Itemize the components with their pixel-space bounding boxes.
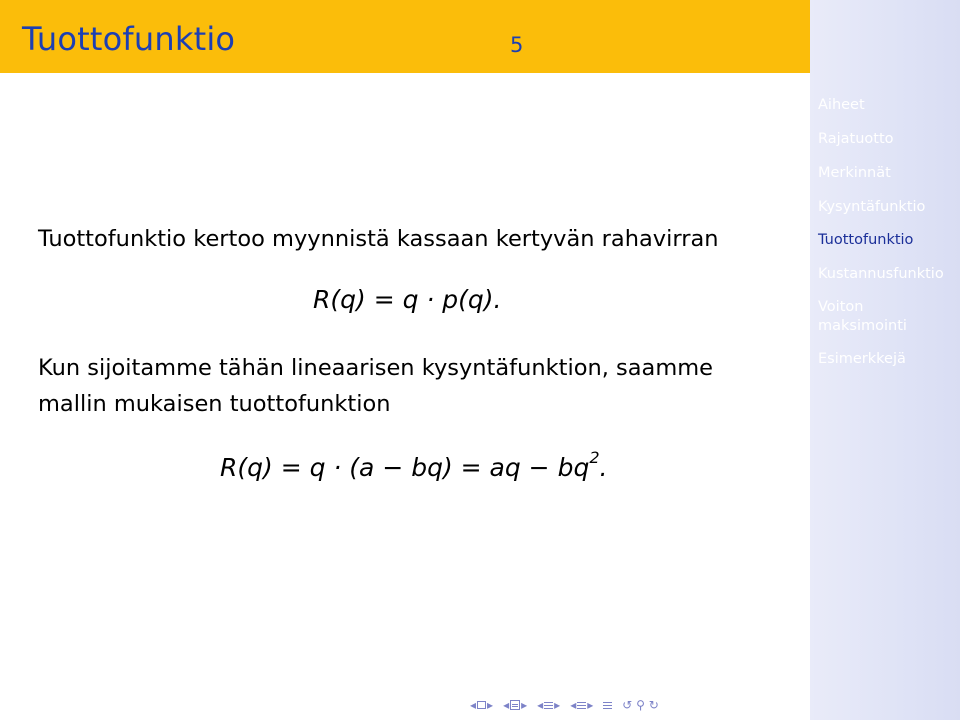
doc-icon[interactable]: [510, 700, 520, 710]
frame-header: [0, 0, 810, 73]
presentation-nav-group[interactable]: [570, 698, 593, 712]
nav-next-arrow-icon[interactable]: ▸: [487, 698, 494, 712]
equation-period: .: [599, 453, 608, 482]
align-icon[interactable]: [603, 701, 612, 710]
nav-prev-arrow-icon[interactable]: ◂: [570, 698, 577, 712]
sidebar-item-kustannusfunktio[interactable]: Kustannusfunktio: [818, 266, 944, 282]
paragraph-intro: Tuottofunktio kertoo myynnistä kassaan kertyvän rahavirran: [38, 226, 719, 252]
sidebar-item-voiton[interactable]: Voiton: [818, 299, 864, 315]
equation-linear-revenue-main: R(q) = q · (a − bq) = aq − bq: [220, 453, 590, 482]
nav-next-arrow-icon[interactable]: ▸: [554, 698, 561, 712]
equation-exponent: 2: [589, 447, 600, 467]
page-number: 5: [510, 33, 524, 57]
nav-prev-arrow-icon[interactable]: ◂: [503, 698, 510, 712]
subsection-icon[interactable]: [577, 701, 586, 710]
frame-nav-group[interactable]: [470, 698, 493, 712]
search-nav-group[interactable]: [622, 698, 659, 712]
sidebar-item-kysyntafunktio[interactable]: Kysyntäfunktio: [818, 199, 926, 215]
nav-prev-arrow-icon[interactable]: ◂: [537, 698, 544, 712]
sidebar-item-maksimointi[interactable]: maksimointi: [818, 318, 907, 334]
frame-box-icon[interactable]: [477, 701, 486, 709]
paragraph-substitution-line2: mallin mukaisen tuottofunktion: [38, 391, 391, 417]
sidebar-item-tuottofunktio[interactable]: Tuottofunktio: [818, 232, 914, 248]
nav-next-arrow-icon[interactable]: ▸: [521, 698, 528, 712]
search-zoom-icon[interactable]: ↺ ⚲ ↻: [622, 698, 659, 712]
equation-linear-revenue: [220, 447, 608, 482]
sidebar-item-aiheet[interactable]: Aiheet: [818, 97, 865, 113]
beamer-navigation-bar: [470, 696, 667, 714]
slide-title: Tuottofunktio: [22, 20, 236, 58]
equation-revenue: R(q) = q · p(q).: [313, 285, 502, 314]
sidebar-item-esimerkkeja[interactable]: Esimerkkejä: [818, 351, 906, 367]
nav-prev-arrow-icon[interactable]: ◂: [470, 698, 477, 712]
align-nav-group[interactable]: [603, 701, 612, 710]
nav-next-arrow-icon[interactable]: ▸: [587, 698, 594, 712]
sidebar-nav: [810, 0, 960, 720]
section-icon[interactable]: [544, 701, 553, 710]
section-nav-group[interactable]: [537, 698, 560, 712]
sidebar-item-rajatuotto[interactable]: Rajatuotto: [818, 131, 894, 147]
subsection-nav-group[interactable]: [503, 698, 527, 712]
sidebar-item-merkinnat[interactable]: Merkinnät: [818, 165, 891, 181]
paragraph-substitution-line1: Kun sijoitamme tähän lineaarisen kysyntäfunktion, saamme: [38, 355, 714, 381]
